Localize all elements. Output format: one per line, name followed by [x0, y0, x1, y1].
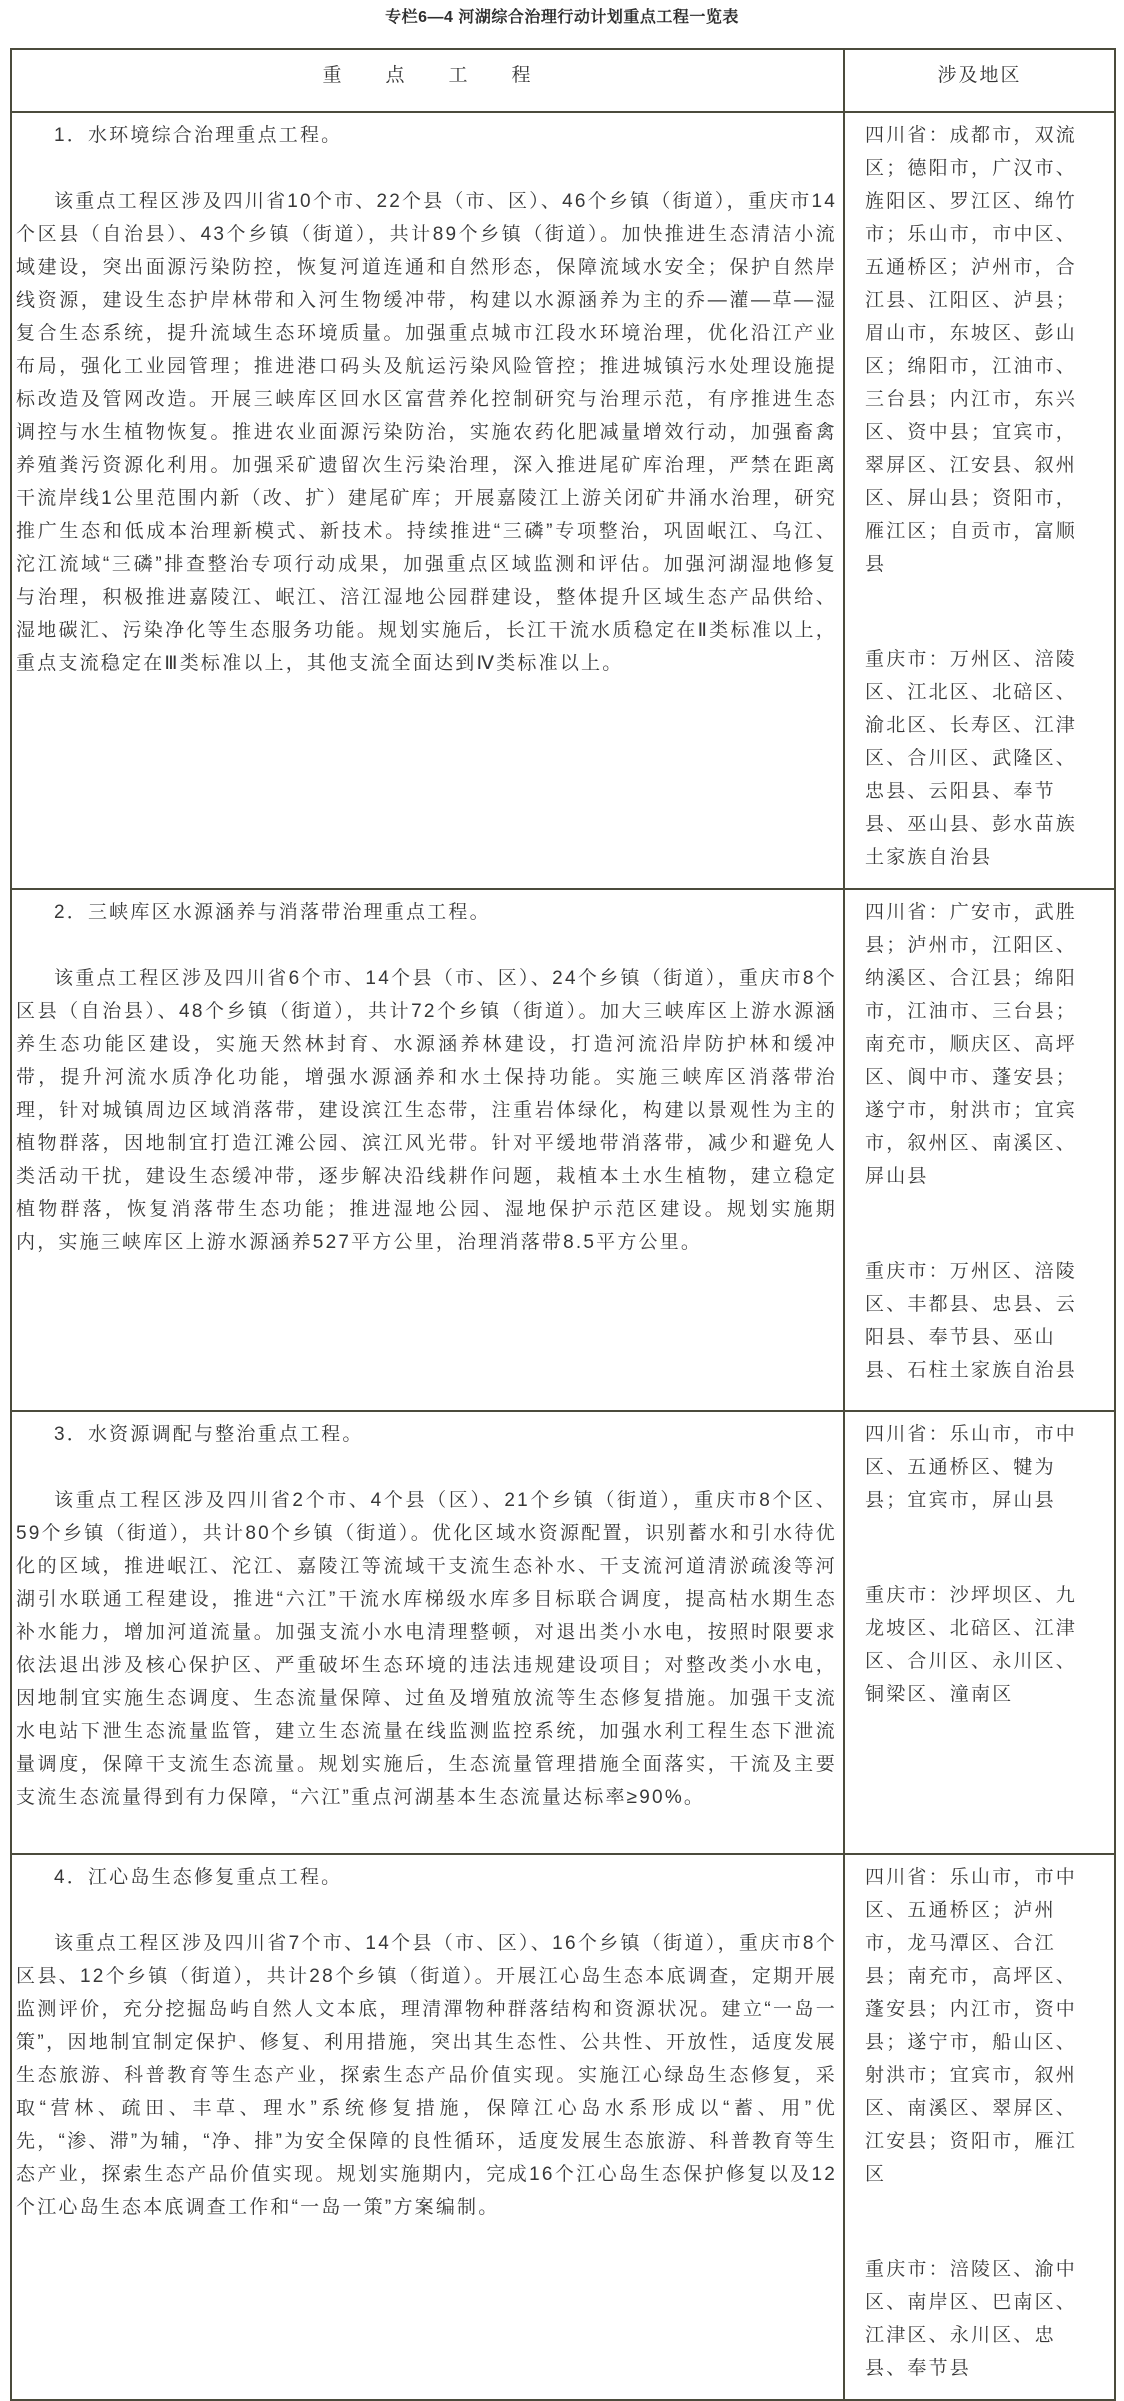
table-row: [11, 1411, 1115, 1854]
table-header-row: [11, 49, 1115, 112]
project-cell: [11, 889, 844, 1411]
project-heading: 2．三峡库区水源涵养与消落带治理重点工程。: [54, 902, 491, 923]
region-sichuan: 四川省：乐山市，市中区、五通桥区、犍为县；宜宾市，屏山县: [865, 1424, 1078, 1511]
region-cell: [844, 112, 1115, 889]
region-sichuan: 四川省：广安市，武胜县；泸州市，江阳区、纳溪区、合江县；绵阳市，江油市、三台县；南充市，顺庆区、高坪区、阆中市、蓬安县；遂宁市，射洪市；宜宾市，叙州区、南溪区、屏山县: [865, 902, 1078, 1187]
region-cell: [844, 1854, 1115, 2400]
table-row: [11, 1854, 1115, 2400]
project-heading: 1．水环境综合治理重点工程。: [54, 125, 343, 146]
region-chongqing: 重庆市：涪陵区、渝中区、南岸区、巴南区、江津区、永川区、忠县、奉节县: [865, 2259, 1078, 2379]
table-row: [11, 889, 1115, 1411]
region-cell: [844, 889, 1115, 1411]
region-chongqing: 重庆市：沙坪坝区、九龙坡区、北碚区、江津区、合川区、永川区、铜梁区、潼南区: [865, 1585, 1078, 1705]
column-header-regions: 涉及地区: [844, 49, 1115, 112]
project-description: 该重点工程区涉及四川省6个市、14个县（市、区）、24个乡镇（街道），重庆市8个区县（自治县）、48个乡镇（街道），共计72个乡镇（街道）。加大三峡库区上游水源涵养生态功能区建设，实施天然林封育、水源涵养林建设，打造河流沿岸防护林和缓冲带，提升河流水质净化功能，增强水源涵养和水土保持功能。实施三峡库区消落带治理，针对城镇周边区域消落带，建设滨江生态带，注重岩体绿化，构建以景观性为主的植物群落，因地制宜打造江滩公园、滨江风光带。针对平缓地带消落带，减少和避免人类活动干扰，建设生态缓冲带，逐步解决沿线耕作问题，栽植本土水生植物，建立稳定植物群落，恢复消落带生态功能；推进湿地公园、湿地保护示范区建设。规划实施期内，实施三峡库区上游水源涵养527平方公里，治理消落带8.5平方公里。: [16, 968, 837, 1253]
project-description: 该重点工程区涉及四川省7个市、14个县（市、区）、16个乡镇（街道），重庆市8个区县、12个乡镇（街道），共计28个乡镇（街道）。开展江心岛生态本底调查，定期开展监测评价，充分挖掘岛屿自然人文本底，理清潬物种群落结构和资源状况。建立“一岛一策”，因地制宜制定保护、修复、利用措施，突出其生态性、公共性、开放性，适度发展生态旅游、科普教育等生态产业，探索生态产品价值实现。实施江心绿岛生态修复，采取“营林、疏田、丰草、理水”系统修复措施，保障江心岛水系形成以“蓄、用”优先，“渗、滞”为辅，“净、排”为安全保障的良性循环，适度发展生态旅游、科普教育等生态产业，探索生态产品价值实现。规划实施期内，完成16个江心岛生态保护修复以及12个江心岛生态本底调查工作和“一岛一策”方案编制。: [16, 1933, 837, 2218]
region-sichuan: 四川省：乐山市，市中区、五通桥区；泸州市，龙马潭区、合江县；南充市，高坪区、蓬安县；内江市，资中县；遂宁市，船山区、射洪市；宜宾市，叙州区、南溪区、翠屏区、江安县；资阳市，雁江区: [865, 1867, 1078, 2185]
projects-table: [10, 48, 1116, 2401]
table-row: [11, 112, 1115, 889]
region-cell: [844, 1411, 1115, 1854]
project-heading: 3．水资源调配与整治重点工程。: [54, 1424, 364, 1445]
project-cell: [11, 112, 844, 889]
region-chongqing: 重庆市：万州区、涪陵区、丰都县、忠县、云阳县、奉节县、巫山县、石柱土家族自治县: [865, 1261, 1078, 1381]
project-cell: [11, 1411, 844, 1854]
project-heading: 4．江心岛生态修复重点工程。: [54, 1867, 343, 1888]
project-description: 该重点工程区涉及四川省10个市、22个县（市、区）、46个乡镇（街道），重庆市14个区县（自治县）、43个乡镇（街道），共计89个乡镇（街道）。加快推进生态清洁小流域建设，突出面源污染防控，恢复河道连通和自然形态，保障流域水安全；保护自然岸线资源，建设生态护岸林带和入河生物缓冲带，构建以水源涵养为主的乔—灌—草—湿复合生态系统，提升流域生态环境质量。加强重点城市江段水环境治理，优化沿江产业布局，强化工业园管理；推进港口码头及航运污染风险管控；推进城镇污水处理设施提标改造及管网改造。开展三峡库区回水区富营养化控制研究与治理示范，有序推进生态调控与水生植物恢复。推进农业面源污染防治，实施农药化肥减量增效行动，加强畜禽养殖粪污资源化利用。加强采矿遗留次生污染治理，深入推进尾矿库治理，严禁在距离干流岸线1公里范围内新（改、扩）建尾矿库；开展嘉陵江上游关闭矿井涌水治理，研究推广生态和低成本治理新模式、新技术。持续推进“三磷”专项整治，巩固岷江、乌江、沱江流域“三磷”排查整治专项行动成果，加强重点区域监测和评估。加强河湖湿地修复与治理，积极推进嘉陵江、岷江、涪江湿地公园群建设，整体提升区域生态产品供给、湿地碳汇、污染净化等生态服务功能。规划实施后，长江干流水质稳定在Ⅱ类标准以上，重点支流稳定在Ⅲ类标准以上，其他支流全面达到Ⅳ类标准以上。: [16, 191, 837, 674]
project-description: 该重点工程区涉及四川省2个市、4个县（区）、21个乡镇（街道），重庆市8个区、59个乡镇（街道），共计80个乡镇（街道）。优化区域水资源配置，识别蓄水和引水待优化的区域，推进岷江、沱江、嘉陵江等流域干支流生态补水、干支流河道清淤疏浚等河湖引水联通工程建设，推进“六江”干流水库梯级水库多目标联合调度，提高枯水期生态补水能力，增加河道流量。加强支流小水电清理整顿，对退出类小水电，按照时限要求依法退出涉及核心保护区、严重破坏生态环境的违法违规建设项目；对整改类小水电，因地制宜实施生态调度、生态流量保障、过鱼及增殖放流等生态修复措施。加强干支流水电站下泄生态流量监管，建立生态流量在线监测监控系统，加强水利工程生态下泄流量调度，保障干支流生态流量。规划实施后，生态流量管理措施全面落实，干流及主要支流生态流量得到有力保障，“六江”重点河湖基本生态流量达标率≥90%。: [16, 1490, 837, 1808]
column-header-key-projects: 重 点 工 程: [11, 49, 844, 112]
region-chongqing: 重庆市：万州区、涪陵区、江北区、北碚区、渝北区、长寿区、江津区、合川区、武隆区、忠县、云阳县、奉节县、巫山县、彭水苗族土家族自治县: [865, 649, 1078, 868]
project-cell: [11, 1854, 844, 2400]
region-sichuan: 四川省：成都市，双流区；德阳市，广汉市、旌阳区、罗江区、绵竹市；乐山市，市中区、五通桥区；泸州市，合江县、江阳区、泸县；眉山市，东坡区、彭山区；绵阳市，江油市、三台县；内江市，东兴区、资中县；宜宾市，翠屏区、江安县、叙州区、屏山县；资阳市，雁江区；自贡市，富顺县: [865, 125, 1078, 575]
page-title: 专栏6—4 河湖综合治理行动计划重点工程一览表: [385, 9, 739, 26]
